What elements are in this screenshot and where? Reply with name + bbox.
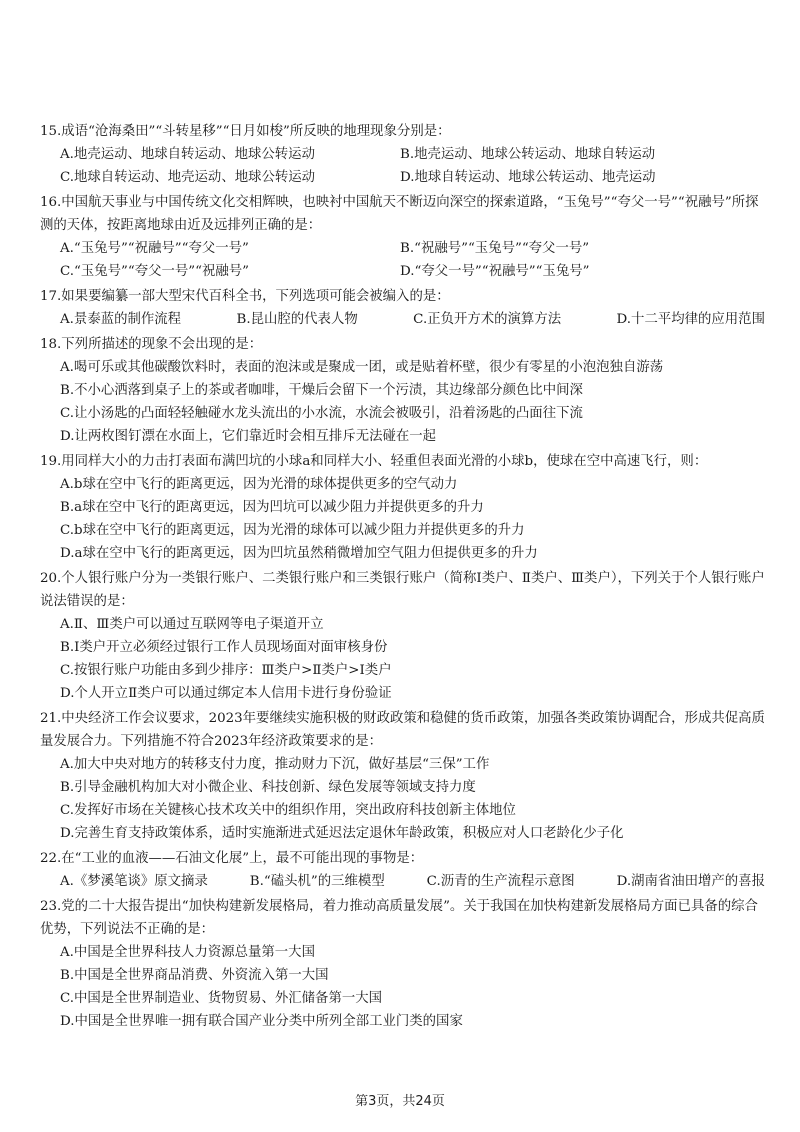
question-number: 19. bbox=[40, 454, 62, 469]
option-d: D.让两枚图钉漂在水面上，它们靠近时会相互排斥无法碰在一起 bbox=[60, 429, 437, 444]
option-c: C.b球在空中飞行的距离更远，因为光滑的球体可以减少阻力并提供更多的升力 bbox=[60, 523, 525, 538]
question-stem bbox=[40, 707, 765, 753]
option-list bbox=[40, 941, 765, 1033]
option-list bbox=[40, 308, 765, 331]
page-number: 第3页，共24页 bbox=[355, 1094, 445, 1109]
option-a: A.喝可乐或其他碳酸饮料时，表面的泡沫或是聚成一团，或是贴着杯壁，很少有零星的小泡泡独自游荡 bbox=[60, 360, 664, 375]
question-stem bbox=[40, 450, 765, 473]
question-list bbox=[40, 120, 765, 1035]
question-number: 21. bbox=[40, 711, 62, 726]
option-b: B.昆山腔的代表人物 bbox=[236, 312, 358, 327]
question-number: 16. bbox=[40, 195, 62, 210]
question-stem bbox=[40, 847, 765, 870]
question-text: 中央经济工作会议要求，2023年要继续实施积极的财政政策和稳健的货币政策，加强各类政策协调配合，形成共促高质量发展合力。下列措施不符合2023年经济政策要求的是： bbox=[40, 711, 765, 749]
option-list bbox=[40, 870, 765, 893]
option-a: A.b球在空中飞行的距离更远，因为光滑的球体提供更多的空气动力 bbox=[60, 477, 458, 492]
question-20 bbox=[40, 567, 765, 705]
option-d: D.十二平均律的应用范围 bbox=[616, 312, 765, 327]
option-d: D.个人开立Ⅱ类户可以通过绑定本人信用卡进行身份验证 bbox=[60, 686, 392, 701]
question-18 bbox=[40, 333, 765, 448]
question-text: 下列所描述的现象不会出现的是： bbox=[61, 337, 263, 352]
option-d: D.地球自转运动、地球公转运动、地壳运动 bbox=[400, 170, 656, 185]
option-b: B.a球在空中飞行的距离更远，因为凹坑可以减少阻力并提供更多的升力 bbox=[60, 500, 484, 515]
option-c: C.发挥好市场在关键核心技术攻关中的组织作用，突出政府科技创新主体地位 bbox=[60, 803, 516, 818]
question-stem bbox=[40, 191, 765, 237]
option-c: C.按银行账户功能由多到少排序：Ⅲ类户>Ⅱ类户>Ⅰ类户 bbox=[60, 663, 392, 678]
question-text: 用同样大小的力击打表面布满凹坑的小球a和同样大小、轻重但表面光滑的小球b，使球在空中高速飞行，则： bbox=[61, 454, 708, 469]
question-text: 党的二十大报告提出“加快构建新发展格局，着力推动高质量发展”。关于我国在加快构建新发展格局方面已具备的综合优势，下列说法不正确的是： bbox=[40, 899, 758, 937]
option-c: C.中国是全世界制造业、货物贸易、外汇储备第一大国 bbox=[60, 991, 383, 1006]
option-b: B.“磕头机”的三维模型 bbox=[249, 874, 385, 889]
option-b: B.“祝融号”“玉兔号”“夸父一号” bbox=[400, 241, 590, 256]
question-number: 22. bbox=[40, 851, 62, 866]
option-b: B.Ⅰ类户开立必须经过银行工作人员现场面对面审核身份 bbox=[60, 640, 388, 655]
option-d: D.湖南省油田增产的喜报 bbox=[616, 874, 765, 889]
question-text: 中国航天事业与中国传统文化交相辉映，也映衬中国航天不断迈向深空的探索道路，“玉兔号”“夸父一号”“祝融号”所探测的天体，按距离地球由近及远排列正确的是： bbox=[40, 195, 759, 233]
question-text: 如果要编纂一部大型宋代百科全书，下列选项可能会被编入的是： bbox=[61, 289, 450, 304]
option-a: A.Ⅱ、Ⅲ类户可以通过互联网等电子渠道开立 bbox=[60, 617, 324, 632]
question-number: 17. bbox=[40, 289, 62, 304]
question-text: 成语“沧海桑田”“斗转星移”“日月如梭”所反映的地理现象分别是： bbox=[61, 124, 451, 139]
question-stem bbox=[40, 285, 765, 308]
option-a: A.加大中央对地方的转移支付力度，推动财力下沉，做好基层“三保”工作 bbox=[60, 757, 490, 772]
option-a: A.《梦溪笔谈》原文摘录 bbox=[60, 874, 208, 889]
question-22 bbox=[40, 847, 765, 893]
question-number: 20. bbox=[40, 571, 62, 586]
option-c: C.地球自转运动、地壳运动、地球公转运动 bbox=[60, 170, 316, 185]
option-d: D.a球在空中飞行的距离更远，因为凹坑虽然稍微增加空气阻力但提供更多的升力 bbox=[60, 546, 538, 561]
question-23 bbox=[40, 895, 765, 1033]
question-number: 23. bbox=[40, 899, 62, 914]
option-list bbox=[40, 237, 765, 283]
question-stem bbox=[40, 895, 765, 941]
option-c: C.沥青的生产流程示意图 bbox=[426, 874, 575, 889]
option-list bbox=[40, 473, 765, 565]
question-21 bbox=[40, 707, 765, 845]
option-a: A.地壳运动、地球自转运动、地球公转运动 bbox=[60, 147, 315, 162]
option-d: D.中国是全世界唯一拥有联合国产业分类中所列全部工业门类的国家 bbox=[60, 1014, 463, 1029]
option-b: B.不小心洒落到桌子上的茶或者咖啡，干燥后会留下一个污渍，其边缘部分颜色比中间深 bbox=[60, 383, 583, 398]
option-b: B.引导金融机构加大对小微企业、科技创新、绿色发展等领域支持力度 bbox=[60, 780, 476, 795]
option-list bbox=[40, 356, 765, 448]
question-number: 15. bbox=[40, 124, 62, 139]
question-19 bbox=[40, 450, 765, 565]
question-stem bbox=[40, 567, 765, 613]
question-15 bbox=[40, 120, 765, 189]
option-a: A.“玉兔号”“祝融号”“夸父一号” bbox=[60, 241, 249, 256]
option-d: D.“夸父一号”“祝融号”“玉兔号” bbox=[400, 264, 590, 279]
option-c: C.正负开方术的演算方法 bbox=[413, 312, 562, 327]
question-17 bbox=[40, 285, 765, 331]
option-c: C.让小汤匙的凸面轻轻触碰水龙头流出的小水流，水流会被吸引，沿着汤匙的凸面往下流 bbox=[60, 406, 583, 421]
question-16 bbox=[40, 191, 765, 283]
question-number: 18. bbox=[40, 337, 62, 352]
page-footer bbox=[0, 1090, 800, 1109]
option-d: D.完善生育支持政策体系，适时实施渐进式延迟法定退休年龄政策，积极应对人口老龄化少子化 bbox=[60, 826, 624, 841]
option-a: A.景泰蓝的制作流程 bbox=[60, 312, 182, 327]
option-list bbox=[40, 143, 765, 189]
question-stem bbox=[40, 120, 765, 143]
question-stem bbox=[40, 333, 765, 356]
option-b: B.地壳运动、地球公转运动、地球自转运动 bbox=[400, 147, 656, 162]
question-text: 在“工业的血液——石油文化展”上，最不可能出现的事物是： bbox=[61, 851, 424, 866]
option-a: A.中国是全世界科技人力资源总量第一大国 bbox=[60, 945, 315, 960]
option-list bbox=[40, 753, 765, 845]
option-c: C.“玉兔号”“夸父一号”“祝融号” bbox=[60, 264, 250, 279]
option-b: B.中国是全世界商品消费、外资流入第一大国 bbox=[60, 968, 329, 983]
question-text: 个人银行账户分为一类银行账户、二类银行账户和三类银行账户（简称Ⅰ类户、Ⅱ类户、Ⅲ类户），下列关于个人银行账户说法错误的是： bbox=[40, 571, 765, 609]
option-list bbox=[40, 613, 765, 705]
